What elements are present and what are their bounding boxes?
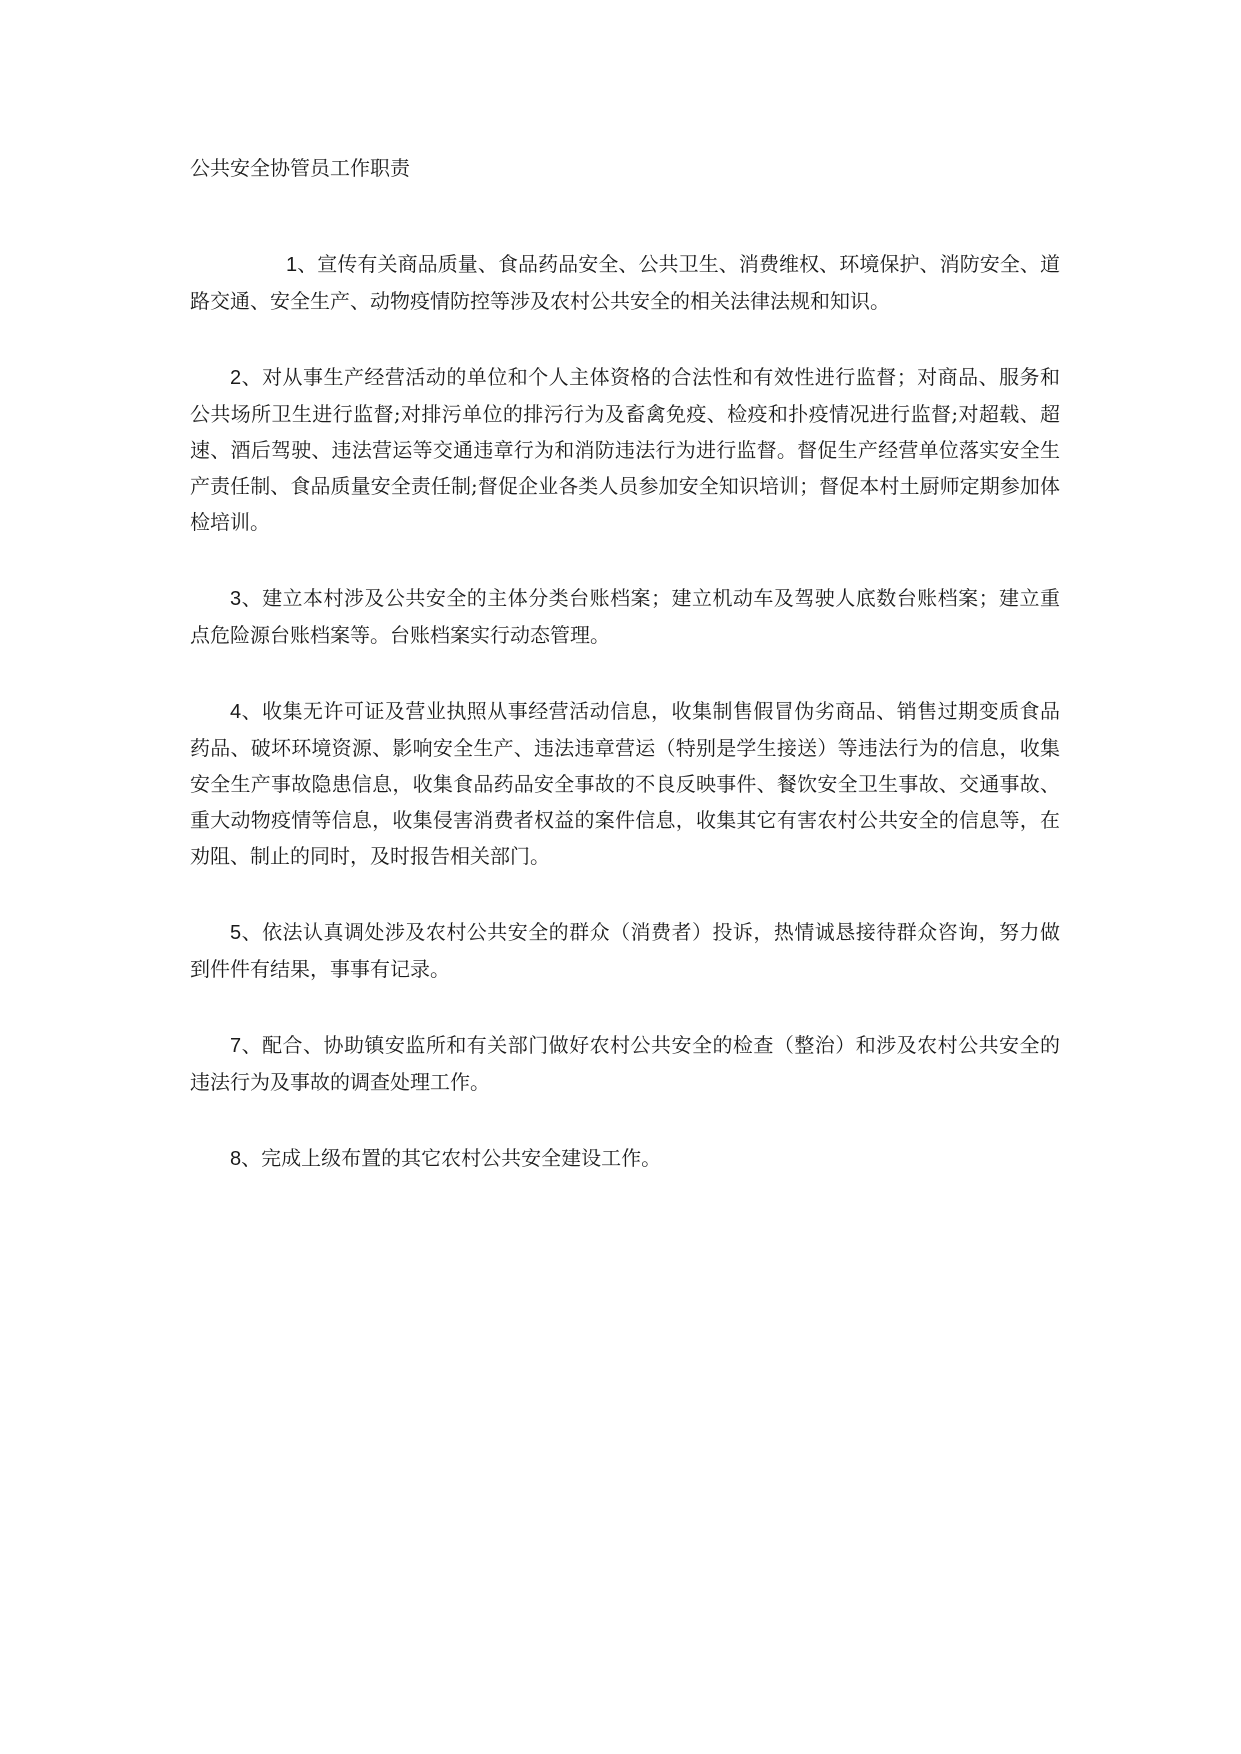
document-page (190, 150, 1060, 1217)
duty-text: 、依法认真调处涉及农村公共安全的群众（消费者）投诉，热情诚恳接待群众咨询，努力做到件件有结果，事事有记录。 (190, 920, 1060, 981)
duty-number: 3 (230, 588, 242, 610)
duty-number: 8 (230, 1148, 242, 1170)
duty-number: 5 (230, 922, 242, 944)
duty-paragraph-1 (190, 246, 1060, 319)
duty-paragraph-5 (190, 914, 1060, 987)
duty-number: 4 (230, 701, 242, 723)
duty-paragraph-8 (190, 1140, 1060, 1177)
duty-text: 、配合、协助镇安监所和有关部门做好农村公共安全的检查（整治）和涉及农村公共安全的违法行为及事故的调查处理工作。 (190, 1033, 1060, 1094)
duty-text: 、完成上级布置的其它农村公共安全建设工作。 (241, 1146, 662, 1170)
duty-paragraph-2 (190, 359, 1060, 540)
duty-paragraph-3 (190, 580, 1060, 653)
duty-number: 2 (230, 367, 242, 389)
duty-text: 、收集无许可证及营业执照从事经营活动信息，收集制售假冒伪劣商品、销售过期变质食品药品、破坏环境资源、影响安全生产、违法违章营运（特别是学生接送）等违法行为的信息，收集安全生产事故隐患信息，收集食品药品安全事故的不良反映事件、餐饮安全卫生事故、交通事故、重大动物疫情等信息，收集侵害消费者权益的案件信息，收集其它有害农村公共安全的信息等，在劝阻、制止的同时，及时报告相关部门。 (190, 699, 1060, 868)
duty-text: 、建立本村涉及公共安全的主体分类台账档案；建立机动车及驾驶人底数台账档案；建立重点危险源台账档案等。台账档案实行动态管理。 (190, 586, 1060, 647)
duty-text: 、对从事生产经营活动的单位和个人主体资格的合法性和有效性进行监督；对商品、服务和公共场所卫生进行监督;对排污单位的排污行为及畜禽免疫、检疫和扑疫情况进行监督;对超载、超速、酒后驾驶、违法营运等交通违章行为和消防违法行为进行监督。督促生产经营单位落实安全生产责任制、食品质量安全责任制;督促企业各类人员参加安全知识培训；督促本村土厨师定期参加体检培训。 (190, 365, 1060, 534)
duty-paragraph-4 (190, 693, 1060, 874)
document-title: 公共安全协管员工作职责 (190, 156, 410, 180)
duty-number: 7 (230, 1035, 242, 1057)
duty-paragraph-7 (190, 1027, 1060, 1100)
duty-text: 、宣传有关商品质量、食品药品安全、公共卫生、消费维权、环境保护、消防安全、道路交通、安全生产、动物疫情防控等涉及农村公共安全的相关法律法规和知识。 (190, 252, 1060, 313)
duty-number: 1 (286, 254, 298, 276)
